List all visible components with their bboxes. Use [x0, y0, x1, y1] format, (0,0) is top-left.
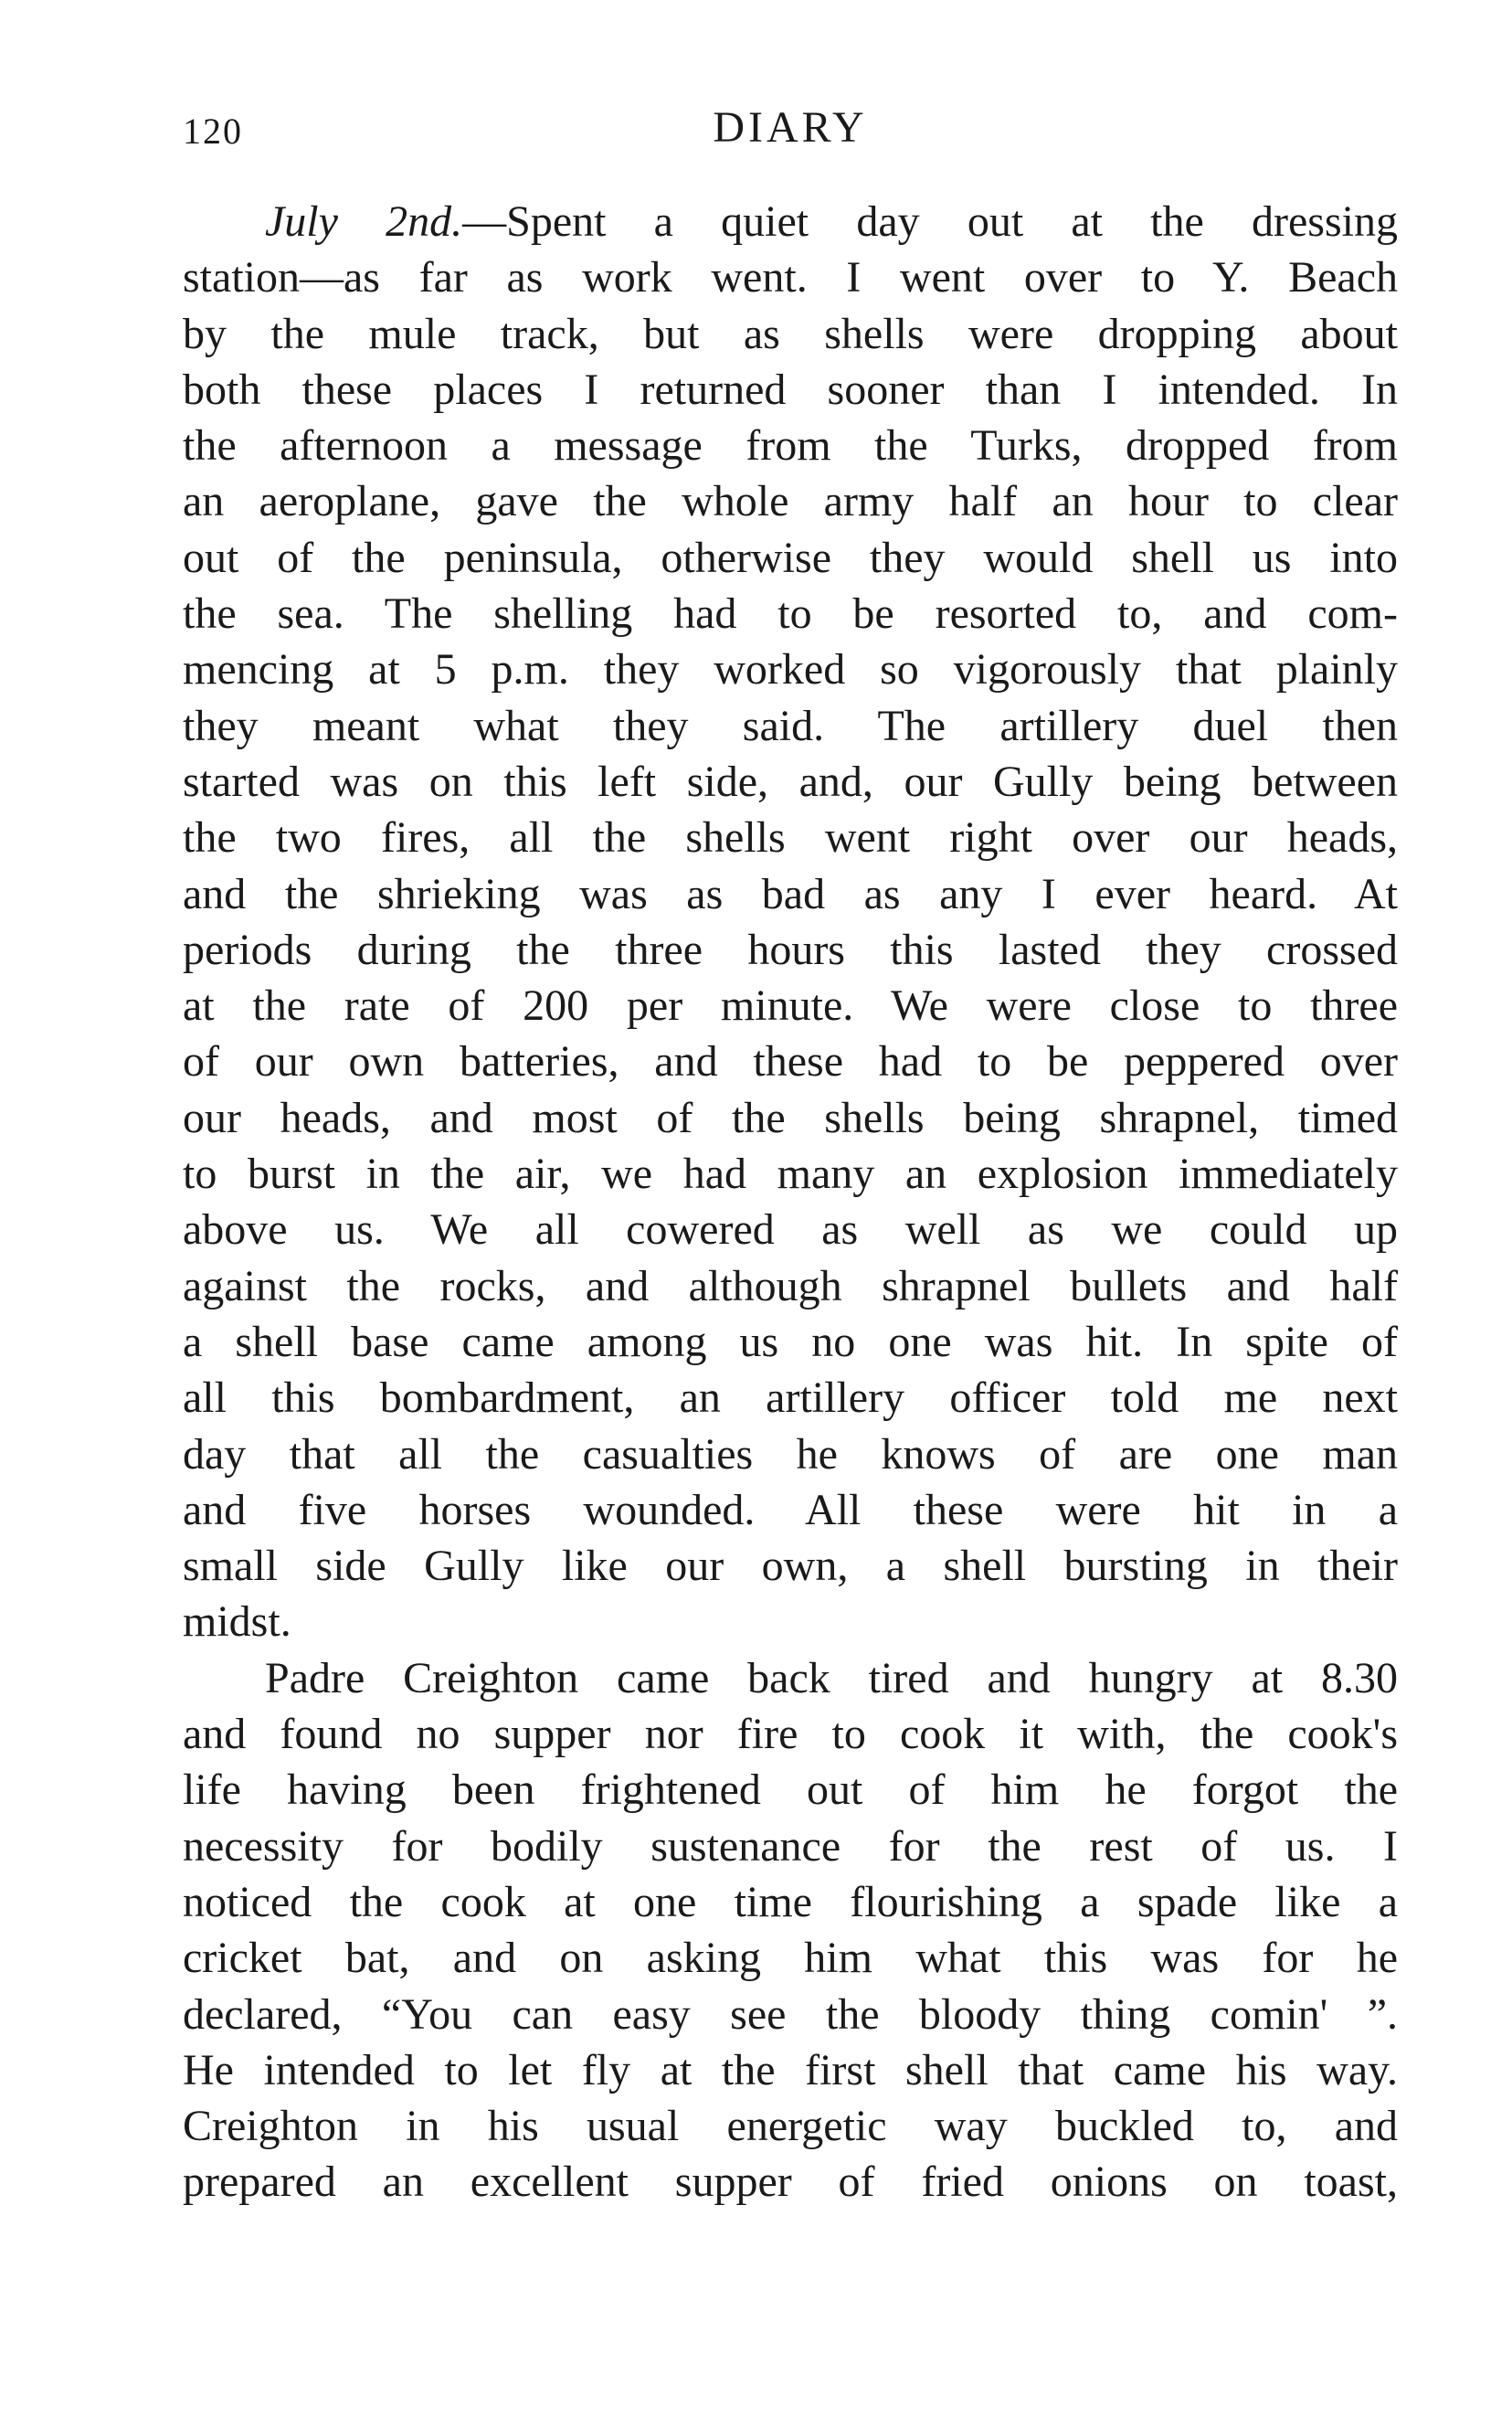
- text-line-content: —Spent a quiet day out at the dressing: [462, 197, 1398, 246]
- running-title: DIARY: [713, 103, 868, 152]
- text-line: to burst in the air, we had many an explosion immediately: [183, 1150, 1398, 1199]
- text-line: prepared an excellent supper of fried onions on toast,: [183, 2158, 1398, 2207]
- text-line: station—as far as work went. I went over to Y. Beach: [183, 253, 1398, 302]
- text-line: He intended to let fly at the first shell that came his way.: [183, 2045, 1398, 2094]
- text-line: of our own batteries, and these had to be peppered over: [183, 1037, 1398, 1087]
- text-line: and the shrieking was as bad as any I ever heard. At: [183, 869, 1398, 918]
- text-line: noticed the cook at one time flourishing a spade like a: [183, 1877, 1398, 1926]
- text-line: all this bombardment, an artillery officer told me next: [183, 1373, 1398, 1423]
- text-line: the two fires, all the shells went right over our heads,: [183, 813, 1398, 863]
- text-line: [183, 194, 1398, 249]
- text-line: started was on this left side, and, our Gully being between: [183, 757, 1398, 806]
- text-line: our heads, and most of the shells being shrapnel, timed: [183, 1093, 1398, 1142]
- text-line: by the mule track, but as shells were dropping about: [183, 309, 1398, 358]
- text-line: cricket bat, and on asking him what this was for he: [183, 1934, 1398, 1983]
- text-line: life having been frightened out of him he forgot the: [183, 1765, 1398, 1815]
- text-line: an aeroplane, gave the whole army half an hour to clear: [183, 477, 1398, 526]
- text-line: both these places I returned sooner than I intended. In: [183, 365, 1398, 414]
- text-line: out of the peninsula, otherwise they would shell us into: [183, 533, 1398, 582]
- text-line: declared, “You can easy see the bloody thing comin' ”.: [183, 1989, 1398, 2039]
- page-header: [183, 102, 1398, 157]
- text-line: mencing at 5 p.m. they worked so vigorously that plainly: [183, 645, 1398, 694]
- text-line: Padre Creighton came back tired and hungry at 8.30: [265, 1653, 1398, 1702]
- text-line: they meant what they said. The artillery duel then: [183, 701, 1398, 750]
- text-line: the sea. The shelling had to be resorted to, and com-: [183, 589, 1398, 639]
- text-line: Creighton in his usual energetic way buckled to, and: [183, 2102, 1398, 2151]
- text-line: and found no supper nor fire to cook it with, the cook's: [183, 1710, 1398, 1759]
- text-line: a shell base came among us no one was hit. In spite of: [183, 1317, 1398, 1366]
- text-line: necessity for bodily sustenance for the rest of us. I: [183, 1821, 1398, 1871]
- diary-entry-text: [183, 194, 1398, 2211]
- text-line: day that all the casualties he knows of are one man: [183, 1429, 1398, 1479]
- text-line: midst.: [183, 1597, 291, 1647]
- text-line: small side Gully like our own, a shell bursting in their: [183, 1542, 1398, 1591]
- text-line: against the rocks, and although shrapnel bullets and half: [183, 1261, 1398, 1310]
- text-line: at the rate of 200 per minute. We were close to three: [183, 981, 1398, 1031]
- text-line: the afternoon a message from the Turks, dropped from: [183, 421, 1398, 471]
- page-number: 120: [183, 111, 243, 152]
- entry-date: July 2nd.: [265, 197, 463, 246]
- text-line: above us. We all cowered as well as we could up: [183, 1205, 1398, 1255]
- text-line: and five horses wounded. All these were hit in a: [183, 1485, 1398, 1534]
- text-line: periods during the three hours this lasted they crossed: [183, 925, 1398, 974]
